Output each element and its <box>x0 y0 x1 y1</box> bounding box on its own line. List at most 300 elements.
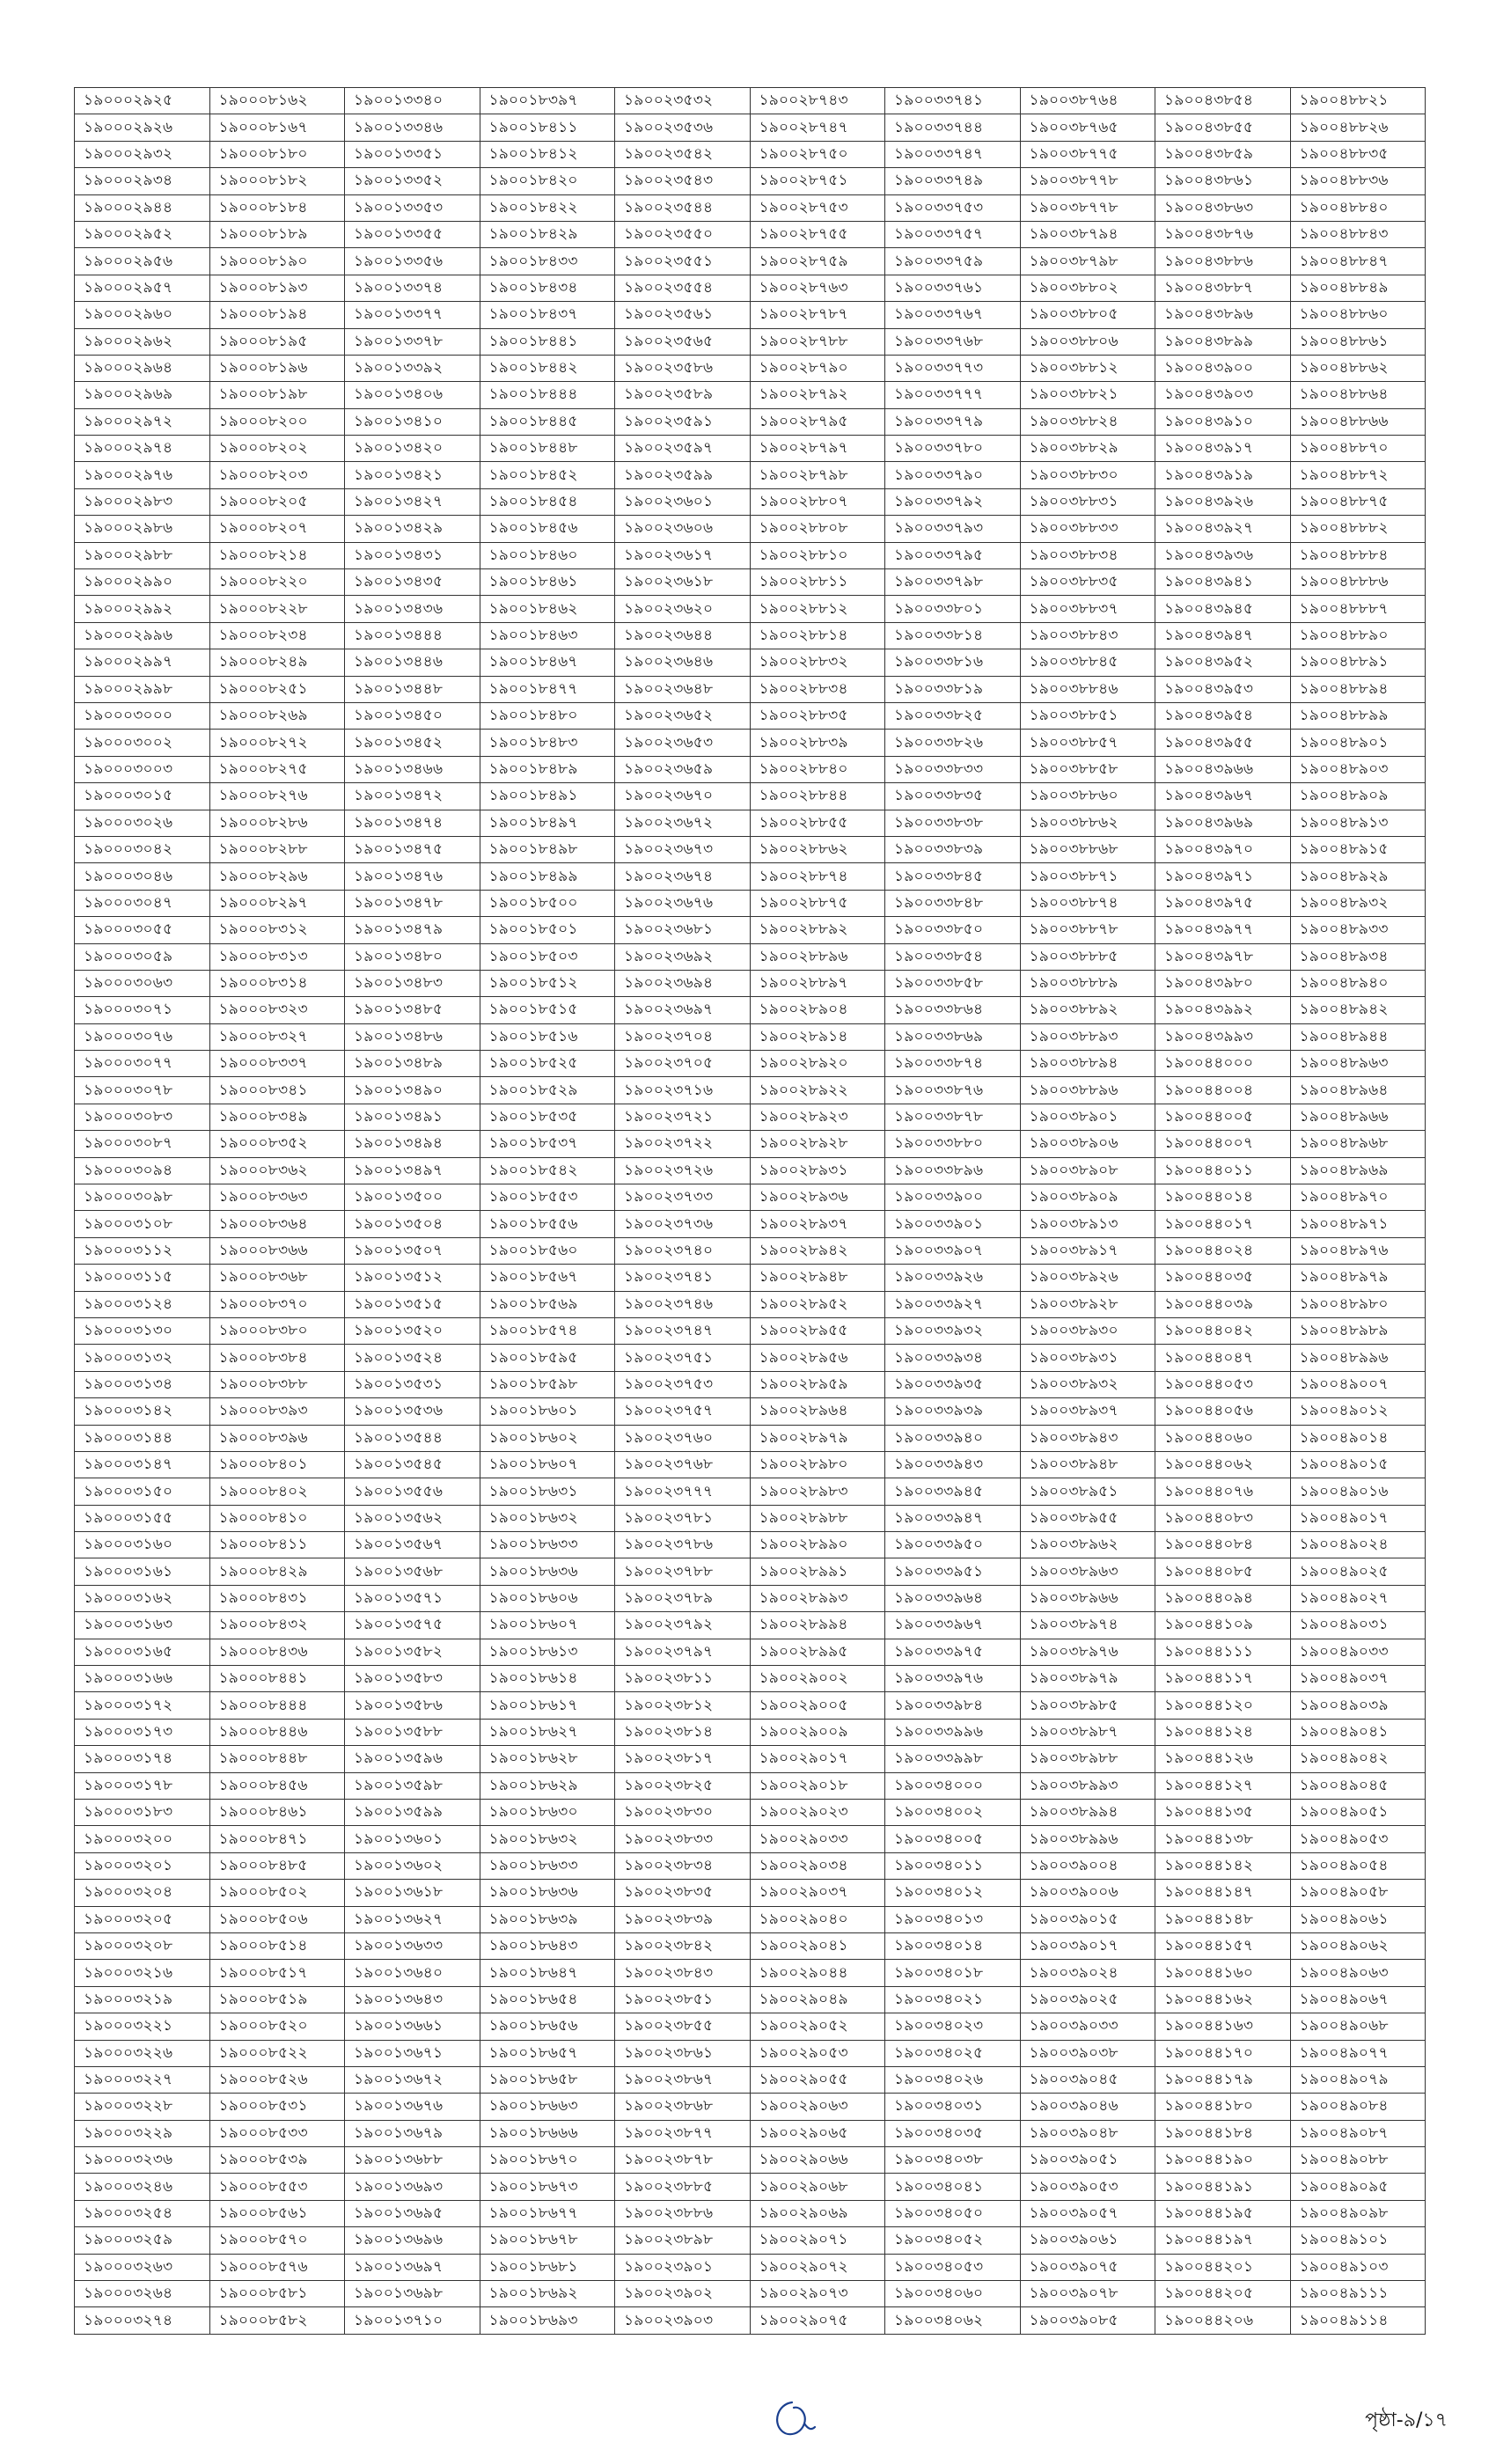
table-row <box>75 730 1426 756</box>
roll-number-cell: ১৯০০০২৯৭৬ <box>75 462 210 488</box>
roll-number-cell: ১৯০০৪৪১৪৮ <box>1155 1906 1291 1932</box>
roll-number-cell: ১৯০০১৩৬৯৫ <box>345 2200 480 2226</box>
roll-number-cell: ১৯০০২৯০৬৬ <box>750 2147 885 2174</box>
roll-number-cell: ১৯০০০৮৫৭৬ <box>209 2254 345 2280</box>
roll-number-cell: ১৯০০৩৩৮৫৮ <box>885 970 1021 996</box>
roll-number-cell: ১৯০০১৩৫৬২ <box>345 1505 480 1531</box>
roll-number-cell: ১৯০০০২৯৩৪ <box>75 168 210 194</box>
roll-number-cell: ১৯০০২৮৮১০ <box>750 542 885 568</box>
roll-number-cell: ১৯০০৩৩৯৪৫ <box>885 1478 1021 1505</box>
roll-number-cell: ১৯০০১৮৬১৭ <box>480 1692 615 1719</box>
roll-number-cell: ১৯০০১৩৫৪৫ <box>345 1451 480 1478</box>
roll-number-cell: ১৯০০৪৩৯৩৬ <box>1155 542 1291 568</box>
roll-number-cell: ১৯০০৪৮৯৯৬ <box>1290 1345 1426 1371</box>
roll-number-cell: ১৯০০৪৩৯৬৬ <box>1155 756 1291 782</box>
roll-number-cell: ১৯০০৪৯০১৬ <box>1290 1478 1426 1505</box>
roll-number-cell: ১৯০০১৮৬৭০ <box>480 2147 615 2174</box>
roll-number-cell: ১৯০০০৮১৮৯ <box>209 221 345 247</box>
roll-number-cell: ১৯০০০৮৩৬৬ <box>209 1237 345 1264</box>
roll-number-cell: ১৯০০২৩৬৫৩ <box>615 730 751 756</box>
roll-number-cell: ১৯০০২৮৯৩৭ <box>750 1211 885 1237</box>
roll-number-cell: ১৯০০১৩৪২৯ <box>345 516 480 542</box>
roll-number-cell: ১৯০০২৯০৪৪ <box>750 1960 885 1986</box>
roll-number-cell: ১৯০০৩৮৭৭৫ <box>1020 141 1155 167</box>
roll-number-cell: ১৯০০১৩৬৭২ <box>345 2066 480 2093</box>
roll-number-cell: ১৯০০১৮৪৮৩ <box>480 730 615 756</box>
roll-number-cell: ১৯০০৩৩৮৭৪ <box>885 1051 1021 1077</box>
roll-number-cell: ১৯০০০৮১৬২ <box>209 88 345 114</box>
roll-number-cell: ১৯০০১৩৪০৬ <box>345 382 480 408</box>
roll-number-cell: ১৯০০০২৯৬০ <box>75 302 210 328</box>
roll-number-cell: ১৯০০২৮৭৫৫ <box>750 221 885 247</box>
roll-number-cell: ১৯০০১৩৪৪৬ <box>345 649 480 676</box>
roll-number-cell: ১৯০০২৩৮৬১ <box>615 2040 751 2066</box>
roll-number-cell: ১৯০০১৩৬৪০ <box>345 1960 480 1986</box>
roll-number-cell: ১৯০০০৩১৬২ <box>75 1585 210 1611</box>
table-row <box>75 1532 1426 1558</box>
roll-number-cell: ১৯০০৩৮৯০৬ <box>1020 1131 1155 1157</box>
roll-number-cell: ১৯০০৩৯০৮৫ <box>1020 2307 1155 2334</box>
roll-number-cell: ১৯০০১৮৬৭৩ <box>480 2174 615 2200</box>
roll-number-cell: ১৯০০১৩৫৩৬ <box>345 1398 480 1425</box>
roll-number-cell: ১৯০০০২৯৮৮ <box>75 542 210 568</box>
roll-number-cell: ১৯০০২৩৫৪৪ <box>615 194 751 221</box>
roll-number-cell: ১৯০০৪৮৯৪০ <box>1290 970 1426 996</box>
roll-number-cell: ১৯০০১৮৪৮০ <box>480 702 615 729</box>
table-row <box>75 1104 1426 1130</box>
roll-number-cell: ১৯০০১৮৪৬৭ <box>480 649 615 676</box>
roll-number-cell: ১৯০০৪৩৮৬৩ <box>1155 194 1291 221</box>
roll-number-cell: ১৯০০৪৮৯৭১ <box>1290 1211 1426 1237</box>
roll-number-cell: ১৯০০২৮৯৯৩ <box>750 1585 885 1611</box>
roll-number-cell: ১৯০০২৯০০৫ <box>750 1692 885 1719</box>
roll-number-cell: ১৯০০৪৯০৯৮ <box>1290 2200 1426 2226</box>
roll-number-cell: ১৯০০৩৯০৫৩ <box>1020 2174 1155 2200</box>
roll-number-cell: ১৯০০৩৩৮৫০ <box>885 917 1021 943</box>
roll-number-cell: ১৯০০৩৩৮৭৮ <box>885 1104 1021 1130</box>
roll-number-cell: ১৯০০১৮৪৪৮ <box>480 436 615 462</box>
roll-number-cell: ১৯০০৪৪০৪২ <box>1155 1317 1291 1344</box>
roll-number-cell: ১৯০০১৩৪৭৬ <box>345 863 480 890</box>
table-row <box>75 462 1426 488</box>
roll-number-cell: ১৯০০২৩৯০৩ <box>615 2307 751 2334</box>
roll-number-cell: ১৯০০৪৩৮৭৬ <box>1155 221 1291 247</box>
roll-number-cell: ১৯০০২৩৭২২ <box>615 1131 751 1157</box>
table-row <box>75 2200 1426 2226</box>
roll-number-cell: ১৯০০২৯০১৭ <box>750 1746 885 1772</box>
roll-number-cell: ১৯০০১৮৬৫৪ <box>480 1986 615 2013</box>
roll-number-cell: ১৯০০৩৩৭৬৭ <box>885 302 1021 328</box>
roll-number-cell: ১৯০০২৩৭৭৭ <box>615 1478 751 1505</box>
roll-number-cell: ১৯০০১৩৫৭১ <box>345 1585 480 1611</box>
roll-number-cell: ১৯০০০৮২০৭ <box>209 516 345 542</box>
roll-number-cell: ১৯০০০৩১৬৬ <box>75 1666 210 1692</box>
roll-number-cell: ১৯০০১৩৫৪৪ <box>345 1425 480 1451</box>
roll-number-cell: ১৯০০০৮৫০২ <box>209 1880 345 1906</box>
roll-number-cell: ১৯০০৪৪১৯১ <box>1155 2174 1291 2200</box>
roll-number-cell: ১৯০০২৮৭৫৯ <box>750 248 885 275</box>
roll-number-cell: ১৯০০১৮৬২৮ <box>480 1746 615 1772</box>
roll-number-cell: ১৯০০২৮৯২২ <box>750 1077 885 1104</box>
roll-number-cell: ১৯০০২৮৮৪৪ <box>750 783 885 810</box>
roll-number-cell: ১৯০০২৩৭৩৬ <box>615 1211 751 1237</box>
roll-number-cell: ১৯০০১৮৫৩৭ <box>480 1131 615 1157</box>
roll-number-cell: ১৯০০০৮৩৯৩ <box>209 1398 345 1425</box>
roll-number-cell: ১৯০০২৩৯০২ <box>615 2281 751 2307</box>
roll-number-cell: ১৯০০২৩৫৫৪ <box>615 275 751 301</box>
roll-number-cell: ১৯০০৩৩৭৯০ <box>885 462 1021 488</box>
roll-number-cell: ১৯০০৩৮৯৬৩ <box>1020 1558 1155 1585</box>
table-row <box>75 114 1426 141</box>
roll-number-cell: ১৯০০৪৩৯১০ <box>1155 408 1291 435</box>
roll-number-cell: ১৯০০২৩৬২০ <box>615 596 751 622</box>
roll-number-cell: ১৯০০৪৪১৬৩ <box>1155 2013 1291 2040</box>
roll-number-cell: ১৯০০০৩২১৬ <box>75 1960 210 1986</box>
roll-number-cell: ১৯০০২৮৯৪২ <box>750 1237 885 1264</box>
roll-number-cell: ১৯০০৪৯০২৫ <box>1290 1558 1426 1585</box>
roll-number-cell: ১৯০০৩৮৮৮৫ <box>1020 943 1155 970</box>
roll-number-cell: ১৯০০১৩৪৩৬ <box>345 596 480 622</box>
roll-number-cell: ১৯০০৪৯০১৭ <box>1290 1505 1426 1531</box>
roll-number-cell: ১৯০০৩৩৯৭৬ <box>885 1666 1021 1692</box>
roll-number-cell: ১৯০০২৮৮১৪ <box>750 622 885 649</box>
roll-number-cell: ১৯০০২৯০৬৯ <box>750 2200 885 2226</box>
roll-number-cell: ১৯০০৩৮৯৯৬ <box>1020 1826 1155 1852</box>
table-row <box>75 622 1426 649</box>
roll-number-cell: ১৯০০৩৪০৩৫ <box>885 2120 1021 2146</box>
roll-number-cell: ১৯০০১৮৬৩২ <box>480 1826 615 1852</box>
roll-number-cell: ১৯০০০৩১৭৩ <box>75 1719 210 1745</box>
roll-number-cell: ১৯০০৩৩৯৬৭ <box>885 1612 1021 1639</box>
roll-number-cell: ১৯০০৪৪১৬২ <box>1155 1986 1291 2013</box>
roll-number-cell: ১৯০০৪৩৮৫৫ <box>1155 114 1291 141</box>
roll-number-cell: ১৯০০১৩৪৩১ <box>345 542 480 568</box>
roll-number-cell: ১৯০০০৮২০২ <box>209 436 345 462</box>
roll-number-cell: ১৯০০৩৮৮৫৮ <box>1020 756 1155 782</box>
roll-number-cell: ১৯০০০৩১৭২ <box>75 1692 210 1719</box>
roll-number-cell: ১৯০০৩৮৮৩১ <box>1020 488 1155 515</box>
roll-number-cell: ১৯০০১৩৬৬১ <box>345 2013 480 2040</box>
roll-number-cell: ১৯০০১৩৪৭৮ <box>345 890 480 916</box>
roll-number-cell: ১৯০০১৩৬৭৯ <box>345 2120 480 2146</box>
roll-number-cell: ১৯০০৩৯০৬১ <box>1020 2227 1155 2254</box>
roll-number-cell: ১৯০০২৩৮৮৬ <box>615 2200 751 2226</box>
roll-number-cell: ১৯০০০৩১৬৫ <box>75 1639 210 1665</box>
roll-number-cell: ১৯০০৪৪০৫৩ <box>1155 1371 1291 1397</box>
roll-number-cell: ১৯০০৪৪১১১ <box>1155 1639 1291 1665</box>
roll-number-cell: ১৯০০৪৪১৯৭ <box>1155 2227 1291 2254</box>
roll-number-cell: ১৯০০৪৩৮৯৯ <box>1155 328 1291 355</box>
table-row <box>75 676 1426 702</box>
roll-number-cell: ১৯০০৪৪০৮৫ <box>1155 1558 1291 1585</box>
roll-number-cell: ১৯০০৩৮৮৯৩ <box>1020 1023 1155 1050</box>
roll-number-cell: ১৯০০০৮৫৩১ <box>209 2094 345 2120</box>
roll-number-cell: ১৯০০০৩২২৯ <box>75 2120 210 2146</box>
roll-number-cell: ১৯০০০৮৪৩৬ <box>209 1639 345 1665</box>
roll-number-cell: ১৯০০৩৩৮৩৮ <box>885 810 1021 836</box>
roll-number-cell: ১৯০০০২৯৫৭ <box>75 275 210 301</box>
roll-number-cell: ১৯০০১৩৫১২ <box>345 1265 480 1291</box>
roll-number-cell: ১৯০০৪৯০২৪ <box>1290 1532 1426 1558</box>
roll-number-cell: ১৯০০৪৮৮২৬ <box>1290 114 1426 141</box>
roll-number-cell: ১৯০০৩৪০০৫ <box>885 1826 1021 1852</box>
roll-number-cell: ১৯০০২৮৯৬৪ <box>750 1398 885 1425</box>
roll-number-cell: ১৯০০৩৯০৩৮ <box>1020 2040 1155 2066</box>
roll-number-cell: ১৯০০৪৩৯৭৫ <box>1155 890 1291 916</box>
roll-number-cell: ১৯০০০৮১৯৫ <box>209 328 345 355</box>
roll-number-cell: ১৯০০৪৮৯৩৩ <box>1290 917 1426 943</box>
roll-number-cell: ১৯০০৩৩৮৮০ <box>885 1131 1021 1157</box>
roll-number-cell: ১৯০০০৮৩৮০ <box>209 1317 345 1344</box>
roll-number-cell: ১৯০০৪৩৯৫২ <box>1155 649 1291 676</box>
roll-number-cell: ১৯০০৪৮৮৪৩ <box>1290 221 1426 247</box>
roll-number-cell: ১৯০০০৮৩৬২ <box>209 1157 345 1184</box>
roll-number-cell: ১৯০০০৮২৯৭ <box>209 890 345 916</box>
roll-number-cell: ১৯০০০৩১২৪ <box>75 1291 210 1317</box>
roll-number-cell: ১৯০০১৮৬৩১ <box>480 1478 615 1505</box>
roll-number-cell: ১৯০০৩৮৭৭৮ <box>1020 194 1155 221</box>
roll-number-cell: ১৯০০৪৩৯৪১ <box>1155 569 1291 596</box>
roll-number-cell: ১৯০০২৮৮৩৫ <box>750 702 885 729</box>
roll-number-cell: ১৯০০০৮৪৪৬ <box>209 1719 345 1745</box>
roll-number-cell: ১৯০০২৩৫৬১ <box>615 302 751 328</box>
roll-number-cell: ১৯০০৩৮৯৩১ <box>1020 1345 1155 1371</box>
roll-number-cell: ১৯০০৩৩৯৪০ <box>885 1425 1021 1451</box>
roll-number-cell: ১৯০০২৩৮৯৮ <box>615 2227 751 2254</box>
roll-number-cell: ১৯০০৪৩৯৬৭ <box>1155 783 1291 810</box>
roll-number-cell: ১৯০০৪৮৮৮৭ <box>1290 596 1426 622</box>
roll-number-cell: ১৯০০০৩০৪২ <box>75 836 210 862</box>
table-row <box>75 997 1426 1023</box>
roll-number-cell: ১৯০০২৮৯৫৯ <box>750 1371 885 1397</box>
roll-number-cell: ১৯০০২৩৭১৬ <box>615 1077 751 1104</box>
roll-number-cell: ১৯০০০৮৩৭০ <box>209 1291 345 1317</box>
roll-number-cell: ১৯০০৩৮৮৬২ <box>1020 810 1155 836</box>
roll-number-cell: ১৯০০৪৯১০১ <box>1290 2227 1426 2254</box>
roll-number-cell: ১৯০০৩৩৭৪৪ <box>885 114 1021 141</box>
roll-number-cell: ১৯০০০৩০৮৭ <box>75 1131 210 1157</box>
roll-number-cell: ১৯০০৪৯০৮৮ <box>1290 2147 1426 2174</box>
roll-number-cell: ১৯০০২৯০৩৪ <box>750 1852 885 1879</box>
roll-number-cell: ১৯০০২৩৬৫৯ <box>615 756 751 782</box>
roll-number-cell: ১৯০০১৮৪৭৭ <box>480 676 615 702</box>
roll-number-cell: ১৯০০৩৯০৭৮ <box>1020 2281 1155 2307</box>
roll-number-cell: ১৯০০১৮৫০০ <box>480 890 615 916</box>
roll-number-cell: ১৯০০৪৯০১৪ <box>1290 1425 1426 1451</box>
roll-number-cell: ১৯০০১৮৬৬৩ <box>480 2094 615 2120</box>
roll-number-cell: ১৯০০২৩৭৬০ <box>615 1425 751 1451</box>
roll-number-cell: ১৯০০০৮২৫১ <box>209 676 345 702</box>
roll-number-cell: ১৯০০৩৪০৫২ <box>885 2227 1021 2254</box>
roll-number-cell: ১৯০০১৩৪৯১ <box>345 1104 480 1130</box>
roll-number-cell: ১৯০০২৯০৪০ <box>750 1906 885 1932</box>
roll-number-cell: ১৯০০৪৩৯৫৪ <box>1155 702 1291 729</box>
roll-number-cell: ১৯০০১৩৫৭৫ <box>345 1612 480 1639</box>
roll-number-cell: ১৯০০৩৩৯০০ <box>885 1184 1021 1211</box>
roll-number-cell: ১৯০০৪৪০৭৬ <box>1155 1478 1291 1505</box>
roll-number-cell: ১৯০০১৩৫৫৬ <box>345 1478 480 1505</box>
roll-number-cell: ১৯০০১৮৬০১ <box>480 1398 615 1425</box>
roll-number-cell: ১৯০০৩৮৯৮৭ <box>1020 1719 1155 1745</box>
roll-number-cell: ১৯০০০৮৩২৩ <box>209 997 345 1023</box>
roll-number-cell: ১৯০০২৩৫৮৬ <box>615 355 751 381</box>
roll-number-cell: ১৯০০০৮৪৪৮ <box>209 1746 345 1772</box>
roll-number-cell: ১৯০০১৩৪৭২ <box>345 783 480 810</box>
roll-number-cell: ১৯০০১৩৪৯৪ <box>345 1131 480 1157</box>
roll-number-cell: ১৯০০৩৯০০৬ <box>1020 1880 1155 1906</box>
roll-number-cell: ১৯০০৩৮৮৩৩ <box>1020 516 1155 542</box>
roll-number-cell: ১৯০০০২৯৯৭ <box>75 649 210 676</box>
roll-number-cell: ১৯০০০৮৫৩৩ <box>209 2120 345 2146</box>
roll-number-cell: ১৯০০৩৮৮৮৯ <box>1020 970 1155 996</box>
table-row <box>75 1880 1426 1906</box>
roll-number-cell: ১৯০০০৮২৮৬ <box>209 810 345 836</box>
table-row <box>75 1826 1426 1852</box>
roll-number-cell: ১৯০০০২৯৭৪ <box>75 436 210 462</box>
table-row <box>75 783 1426 810</box>
roll-number-cell: ১৯০০১৩৩৫২ <box>345 168 480 194</box>
roll-number-cell: ১৯০০১৮৪৫৪ <box>480 488 615 515</box>
table-row <box>75 1719 1426 1745</box>
roll-number-cell: ১৯০০২৮৯১৪ <box>750 1023 885 1050</box>
roll-number-cell: ১৯০০৪৮৯৮৯ <box>1290 1317 1426 1344</box>
roll-number-cell: ১৯০০০৩১৫০ <box>75 1478 210 1505</box>
roll-number-cell: ১৯০০২৯০৭২ <box>750 2254 885 2280</box>
roll-number-cell: ১৯০০২৩৬৪৪ <box>615 622 751 649</box>
roll-number-cell: ১৯০০৩৮৯২৮ <box>1020 1291 1155 1317</box>
roll-number-cell: ১৯০০২৩৭৮৮ <box>615 1558 751 1585</box>
roll-number-cell: ১৯০০২৩৮১১ <box>615 1666 751 1692</box>
roll-number-cell: ১৯০০০৮১৮০ <box>209 141 345 167</box>
roll-number-cell: ১৯০০৪৮৮৩৬ <box>1290 168 1426 194</box>
table-row <box>75 328 1426 355</box>
roll-number-cell: ১৯০০৩৮৮৩৪ <box>1020 542 1155 568</box>
roll-number-cell: ১৯০০২৩৮৫৫ <box>615 2013 751 2040</box>
roll-number-cell: ১৯০০৪৮৯৬৮ <box>1290 1131 1426 1157</box>
roll-number-cell: ১৯০০৩৮৯১৩ <box>1020 1211 1155 1237</box>
roll-number-cell: ১৯০০০৩১৩৪ <box>75 1371 210 1397</box>
roll-number-cell: ১৯০০৪৯০৬২ <box>1290 1932 1426 1959</box>
roll-number-cell: ১৯০০১৮৬০৬ <box>480 1585 615 1611</box>
roll-number-cell: ১৯০০২৮৮৩২ <box>750 649 885 676</box>
roll-number-cell: ১৯০০১৮৫০৩ <box>480 943 615 970</box>
roll-number-cell: ১৯০০১৩৫১৫ <box>345 1291 480 1317</box>
roll-number-cell: ১৯০০৩৩৯৩২ <box>885 1317 1021 1344</box>
table-row <box>75 1211 1426 1237</box>
table-row <box>75 943 1426 970</box>
roll-number-cell: ১৯০০০৮৪৮৫ <box>209 1852 345 1879</box>
roll-number-cell: ১৯০০২৩৬৯৪ <box>615 970 751 996</box>
roll-number-cell: ১৯০০১৩৪৯৭ <box>345 1157 480 1184</box>
roll-number-cell: ১৯০০৪৯০০৭ <box>1290 1371 1426 1397</box>
table-row <box>75 1772 1426 1799</box>
roll-number-cell: ১৯০০০৮৪৭১ <box>209 1826 345 1852</box>
roll-number-cell: ১৯০০১৮৬৩৬ <box>480 1880 615 1906</box>
table-row <box>75 569 1426 596</box>
roll-number-cell: ১৯০০২৩৬৯২ <box>615 943 751 970</box>
roll-number-cell: ১৯০০৪৪০৩৯ <box>1155 1291 1291 1317</box>
roll-number-cell: ১৯০০২৩৬৯৭ <box>615 997 751 1023</box>
table-row <box>75 917 1426 943</box>
roll-number-cell: ১৯০০২৩৭৪১ <box>615 1265 751 1291</box>
roll-number-cell: ১৯০০০৮৫২২ <box>209 2040 345 2066</box>
roll-number-cell: ১৯০০৪৮৮৬৬ <box>1290 408 1426 435</box>
roll-number-cell: ১৯০০১৩৫৯৯ <box>345 1800 480 1826</box>
roll-number-cell: ১৯০০৩৩৮৭৬ <box>885 1077 1021 1104</box>
roll-number-cell: ১৯০০১৩৩৯২ <box>345 355 480 381</box>
roll-number-cell: ১৯০০৩৪০১১ <box>885 1852 1021 1879</box>
table-row <box>75 1398 1426 1425</box>
roll-number-cell: ১৯০০১৩৪২৭ <box>345 488 480 515</box>
roll-number-cell: ১৯০০৩৩৭৮০ <box>885 436 1021 462</box>
roll-number-cell: ১৯০০৪৪১৪২ <box>1155 1852 1291 1879</box>
roll-number-cell: ১৯০০০৮৫২০ <box>209 2013 345 2040</box>
roll-number-cell: ১৯০০১৮৫৭৪ <box>480 1317 615 1344</box>
roll-number-cell: ১৯০০০৩০৭৭ <box>75 1051 210 1077</box>
roll-number-cell: ১৯০০১৮৫৯৫ <box>480 1345 615 1371</box>
roll-number-cell: ১৯০০১৩৪৯০ <box>345 1077 480 1104</box>
roll-number-cell: ১৯০০৩৮৯৪৮ <box>1020 1451 1155 1478</box>
roll-number-cell: ১৯০০২৩৭২৬ <box>615 1157 751 1184</box>
roll-number-cell: ১৯০০১৩৫৮৩ <box>345 1666 480 1692</box>
roll-number-cell: ১৯০০০৮৩১২ <box>209 917 345 943</box>
roll-number-cell: ১৯০০১৩৪৩৫ <box>345 569 480 596</box>
roll-number-cell: ১৯০০৪৮৯৮০ <box>1290 1291 1426 1317</box>
table-row <box>75 2120 1426 2146</box>
table-row <box>75 1558 1426 1585</box>
table-row <box>75 756 1426 782</box>
roll-number-cell: ১৯০০৪৪২০৫ <box>1155 2281 1291 2307</box>
roll-number-cell: ১৯০০১৮৩৯৭ <box>480 88 615 114</box>
roll-number-cell: ১৯০০২৯০৪৯ <box>750 1986 885 2013</box>
roll-number-cell: ১৯০০৪৮৯৩২ <box>1290 890 1426 916</box>
roll-number-cell: ১৯০০১৮৬১৪ <box>480 1666 615 1692</box>
roll-number-cell: ১৯০০৪৪১৯৫ <box>1155 2200 1291 2226</box>
roll-number-cell: ১৯০০২৩৮৩৯ <box>615 1906 751 1932</box>
roll-number-cell: ১৯০০৪৯০৭৯ <box>1290 2066 1426 2093</box>
table-row <box>75 2013 1426 2040</box>
roll-number-cell: ১৯০০৩৮৮৪৩ <box>1020 622 1155 649</box>
roll-number-cell: ১৯০০৩৩৮৫৪ <box>885 943 1021 970</box>
roll-number-cell: ১৯০০৩৮৮৩০ <box>1020 462 1155 488</box>
roll-number-cell: ১৯০০৪৯০৩৭ <box>1290 1666 1426 1692</box>
roll-number-cell: ১৯০০৪৩৯১৭ <box>1155 436 1291 462</box>
roll-number-cell: ১৯০০১৮৪৬৩ <box>480 622 615 649</box>
roll-number-cell: ১৯০০০২৯৭২ <box>75 408 210 435</box>
roll-number-cell: ১৯০০৪৮৯৬৪ <box>1290 1077 1426 1104</box>
roll-number-cell: ১৯০০২৩৭৯২ <box>615 1612 751 1639</box>
roll-number-cell: ১৯০০১৮৬০৭ <box>480 1451 615 1478</box>
roll-number-cell: ১৯০০৪৮৯৭০ <box>1290 1184 1426 1211</box>
roll-number-cell: ১৯০০১৩৩৪০ <box>345 88 480 114</box>
roll-number-cell: ১৯০০৩৩৭৫৩ <box>885 194 1021 221</box>
roll-number-cell: ১৯০০২৮৯৩৬ <box>750 1184 885 1211</box>
roll-number-cell: ১৯০০৩৮৯১৭ <box>1020 1237 1155 1264</box>
roll-number-cell: ১৯০০০৮১৯৩ <box>209 275 345 301</box>
table-row <box>75 1291 1426 1317</box>
roll-number-cell: ১৯০০০৩১৬৩ <box>75 1612 210 1639</box>
roll-number-cell: ১৯০০২৯০৬৫ <box>750 2120 885 2146</box>
roll-number-cell: ১৯০০৪৯০৭৭ <box>1290 2040 1426 2066</box>
roll-number-cell: ১৯০০১৩৪৮৫ <box>345 997 480 1023</box>
roll-number-cell: ১৯০০৪৪০৪৭ <box>1155 1345 1291 1371</box>
roll-number-cell: ১৯০০৩৩৭৭৩ <box>885 355 1021 381</box>
roll-number-cell: ১৯০০২৩৫৮৯ <box>615 382 751 408</box>
roll-number-cell: ১৯০০২৩৮৬৮ <box>615 2094 751 2120</box>
roll-number-cell: ১৯০০০৩০২৬ <box>75 810 210 836</box>
roll-number-cell: ১৯০০৩৮৯৩০ <box>1020 1317 1155 1344</box>
roll-number-cell: ১৯০০৩৪০১৩ <box>885 1906 1021 1932</box>
